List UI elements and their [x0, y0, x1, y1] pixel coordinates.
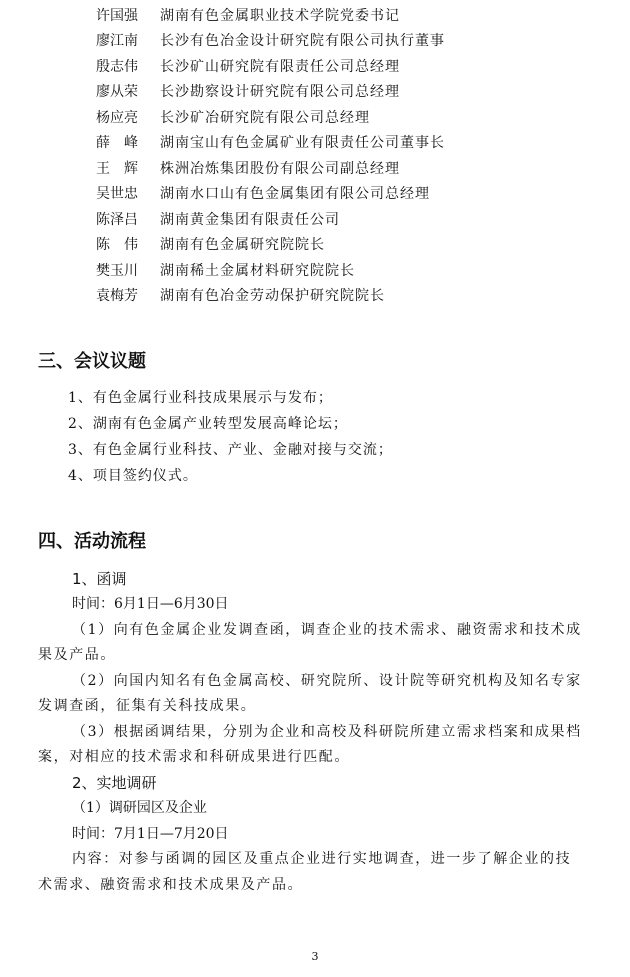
member-name: 袁梅芳: [96, 288, 138, 304]
agenda-item: 2、湖南有色金属产业转型发展高峰论坛；: [68, 416, 348, 432]
member-name: 吴世忠: [96, 186, 138, 202]
member-row: [96, 210, 340, 230]
paragraph-line: （1）调研园区及企业: [72, 800, 207, 816]
member-row: [96, 184, 430, 204]
member-name: 樊玉川: [96, 263, 138, 279]
member-row: [96, 133, 445, 153]
paragraph-line: 术需求、融资需求和技术成果及产品。: [38, 877, 304, 893]
member-row: [96, 235, 325, 255]
agenda-item: 1、有色金属行业科技成果展示与发布；: [68, 390, 333, 406]
section-heading-agenda: 三、会议议题: [38, 351, 146, 372]
subsection-heading: 2、实地调研: [72, 774, 157, 792]
member-row: [96, 82, 400, 102]
time-line: 时间：6月1日—6月30日: [72, 596, 229, 612]
agenda-item: 4、项目签约仪式。: [68, 468, 198, 484]
member-title: 湖南黄金集团有限责任公司: [160, 212, 340, 228]
member-name: 陈 伟: [96, 237, 138, 253]
member-title: 湖南稀土金属材料研究院院长: [160, 263, 355, 279]
subsection-heading: 1、函调: [72, 570, 127, 588]
section-heading-process: 四、活动流程: [38, 531, 146, 552]
member-title: 长沙勘察设计研究院有限公司总经理: [160, 84, 400, 100]
member-title: 湖南有色金属研究院院长: [160, 237, 325, 253]
member-title: 株洲冶炼集团股份有限公司副总经理: [160, 161, 400, 177]
member-row: [96, 159, 400, 179]
member-title: 湖南水口山有色金属集团有限公司总经理: [160, 186, 430, 202]
member-title: 湖南有色金属职业技术学院党委书记: [160, 8, 400, 24]
paragraph-line: 内容：对参与函调的园区及重点企业进行实地调查，进一步了解企业的技: [72, 851, 572, 867]
paragraph-line: 案，对相应的技术需求和科研成果进行匹配。: [38, 749, 350, 765]
member-name: 王 辉: [96, 161, 138, 177]
member-name: 殷志伟: [96, 59, 138, 75]
member-title: 长沙矿山研究院有限责任公司总经理: [160, 59, 400, 75]
paragraph-line: （3）根据函调结果，分别为企业和高校及科研院所建立需求档案和成果档: [72, 724, 582, 740]
member-name: 陈泽吕: [96, 212, 138, 228]
member-name: 薛 峰: [96, 135, 138, 151]
member-row: [96, 286, 385, 306]
agenda-item: 3、有色金属行业科技、产业、金融对接与交流；: [68, 442, 393, 458]
member-row: [96, 108, 370, 128]
paragraph-line: 果及产品。: [38, 647, 116, 663]
member-name: 廖从荣: [96, 84, 138, 100]
member-title: 长沙有色冶金设计研究院有限公司执行董事: [160, 33, 445, 49]
member-row: [96, 261, 355, 281]
member-name: 杨应亮: [96, 110, 138, 126]
page-number: 3: [311, 950, 319, 963]
member-row: [96, 6, 400, 26]
paragraph-line: 发调查函，征集有关科技成果。: [38, 698, 257, 714]
member-row: [96, 31, 445, 51]
member-title: 湖南宝山有色金属矿业有限责任公司董事长: [160, 135, 445, 151]
member-name: 廖江南: [96, 33, 138, 49]
member-name: 许国强: [96, 8, 138, 24]
time-line: 时间：7月1日—7月20日: [72, 826, 229, 842]
paragraph-line: （1）向有色金属企业发调查函，调查企业的技术需求、融资需求和技术成: [72, 622, 582, 638]
paragraph-line: （2）向国内知名有色金属高校、研究院所、设计院等研究机构及知名专家: [72, 673, 582, 689]
member-title: 湖南有色冶金劳动保护研究院院长: [160, 288, 385, 304]
member-title: 长沙矿冶研究院有限公司总经理: [160, 110, 370, 126]
member-row: [96, 57, 400, 77]
